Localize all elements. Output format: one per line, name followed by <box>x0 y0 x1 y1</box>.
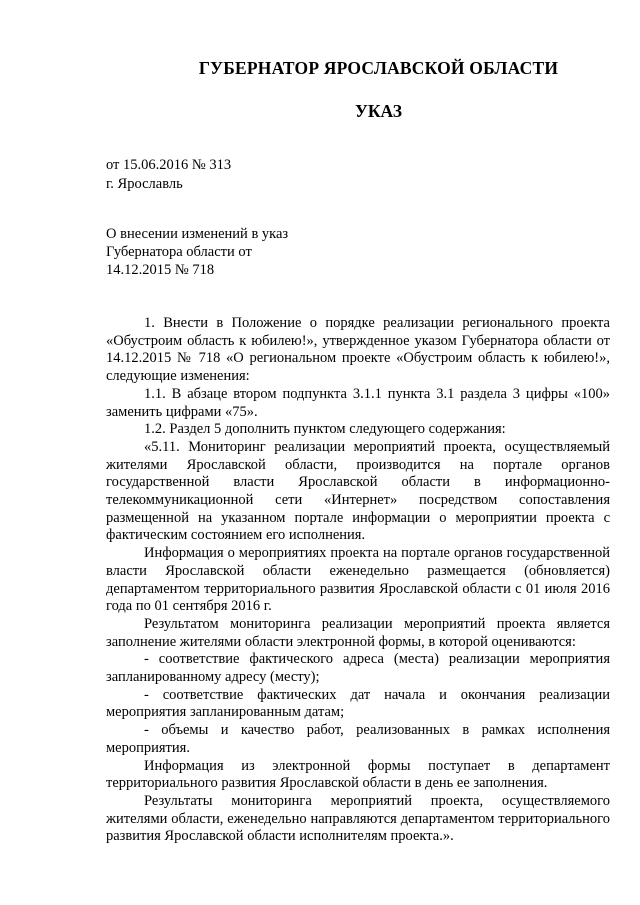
subject-line: 14.12.2015 № 718 <box>106 262 215 278</box>
body-paragraph: - объемы и качество работ, реализованных в рамках исполнения мероприятия. <box>106 722 610 756</box>
body-paragraph: Информация о мероприятиях проекта на портале органов государственной власти Ярославской области еженедельно размещается (обновляется) департаментом территориального развития Ярославской области с 01 июля 2016 года по 01 сентября 2016 г. <box>106 545 610 615</box>
body-paragraph: 1.2. Раздел 5 дополнить пунктом следующего содержания: <box>144 421 506 438</box>
body-paragraph: 1. Внести в Положение о порядке реализации регионального проекта «Обустроим область к юбилею!», утвержденное указом Губернатора области от 14.12.2015 № 718 «О региональном проекте «Обустроим область к юбилею!», следующие изменения: <box>106 315 610 385</box>
body-paragraph: Результатом мониторинга реализации мероприятий проекта является заполнение жителями области электронной формы, в которой оцениваются: <box>106 615 610 650</box>
document-subject <box>106 225 288 279</box>
document-type: УКАЗ <box>355 101 402 121</box>
body-paragraph: Информация из электронной формы поступает в департамент территориального развития Ярославской области в день ее заполнения. <box>106 757 610 792</box>
document-title: ГУБЕРНАТОР ЯРОСЛАВСКОЙ ОБЛАСТИ <box>198 58 559 78</box>
document-date-number: от 15.06.2016 № 313 <box>106 157 232 173</box>
body-paragraph: 1.1. В абзаце втором подпункта 3.1.1 пункта 3.1 раздела 3 цифры «100» заменить цифрами «75». <box>106 385 610 420</box>
subject-line: О внесении изменений в указ <box>106 226 289 242</box>
document-body <box>106 315 610 846</box>
body-paragraph: «5.11. Мониторинг реализации мероприятий проекта, осуществляемый жителями Ярославской области, производится на портале органов государственной власти Ярославской области в информационно-телекоммуникационной сети «Интернет» посредством сопоставления размещенной на указанном портале информации о мероприятии проекта с фактическим состоянием его исполнения. <box>106 438 610 544</box>
subject-line: Губернатора области от <box>106 244 252 260</box>
body-paragraph: - соответствие фактических дат начала и окончания реализации мероприятия запланированным датам; <box>106 686 610 721</box>
body-paragraph: - соответствие фактического адреса (места) реализации мероприятия запланированному адресу (месту); <box>106 651 610 686</box>
document-city: г. Ярославль <box>106 176 183 192</box>
body-paragraph: Результаты мониторинга мероприятий проекта, осуществляемого жителями области, еженедельно направляются департаментом территориального развития Ярославской области исполнителям проекта.». <box>106 792 610 845</box>
